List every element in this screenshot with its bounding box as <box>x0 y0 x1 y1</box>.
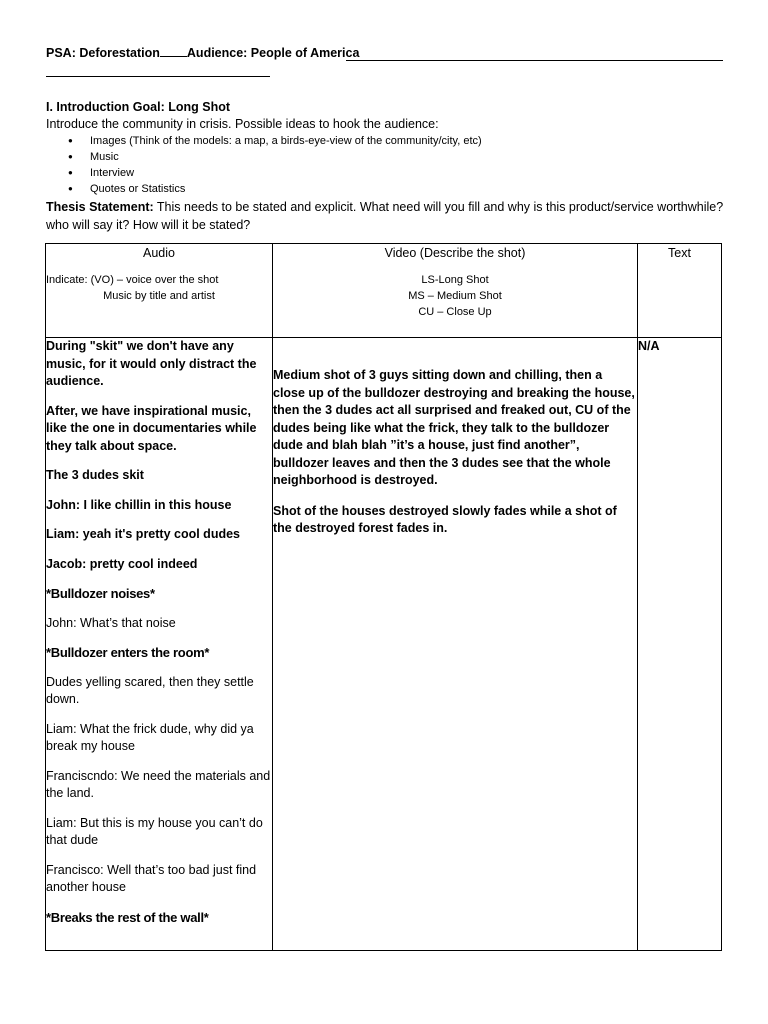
text-header: Text <box>668 246 691 260</box>
audio-line: John: What’s that noise <box>46 615 176 630</box>
audio-line: After, we have inspirational music, like the one in documentaries while they talk about space. <box>46 403 257 453</box>
text-header-cell <box>638 244 722 338</box>
video-description: Shot of the houses destroyed slowly fades while a shot of the destroyed forest fades in. <box>273 503 617 535</box>
psa-label: PSA: Deforestation <box>46 46 160 60</box>
section-heading: I. Introduction Goal: Long Shot <box>46 100 230 114</box>
text-cell <box>638 338 722 951</box>
sound-effect: *Breaks the rest of the wall* <box>46 909 209 925</box>
psa-header <box>46 46 359 60</box>
video-header-cell <box>273 244 638 338</box>
audio-music-note: Music by title and artist <box>103 290 215 302</box>
audio-header: Audio <box>143 246 175 260</box>
audio-line: Liam: yeah it's pretty cool dudes <box>46 527 240 541</box>
script-table <box>45 243 722 951</box>
shot-legend-cu: CU – Close Up <box>418 306 492 318</box>
list-item: ● Images (Think of the models: a map, a birds-eye-view of the community/city, etc) <box>90 133 736 149</box>
audio-indicate: Indicate: (VO) – voice over the shot <box>46 274 219 286</box>
sound-effect: *Bulldozer enters the room* <box>46 645 210 660</box>
list-item: ● Interview <box>90 165 736 181</box>
audience-label: Audience: People of America <box>186 46 360 60</box>
audio-line: The 3 dudes skit <box>46 468 144 482</box>
intro-prompt: Introduce the community in crisis. Possible ideas to hook the audience: <box>46 117 439 131</box>
table-header-row <box>46 244 722 338</box>
audio-line: Liam: What the frick dude, why did ya break my house <box>46 721 254 753</box>
sound-effect: *Bulldozer noises* <box>46 586 155 601</box>
hook-ideas-list <box>46 133 736 197</box>
introduction-section <box>46 98 736 234</box>
video-description: Medium shot of 3 guys sitting down and chilling, then a close up of the bulldozer destroying and breaking the house, then the 3 dudes act all surprised and freaked out, CU of the dudes being like what the frick, they talk to the bulldozer dude and blah blah ”it’s a house, just find another”, bulldozer leaves and then the 3 dudes see that the whole neighborhood is destroyed. <box>273 368 635 487</box>
audio-line: Liam: But this is my house you can’t do that dude <box>46 815 263 847</box>
audio-line: During "skit" we don't have any music, for it would only distract the audience. <box>46 339 257 388</box>
list-item: ● Quotes or Statistics <box>90 181 736 197</box>
audio-line: Jacob: pretty cool indeed <box>46 556 198 571</box>
audio-line: Dudes yelling scared, then they settle down. <box>46 674 254 706</box>
audio-cell <box>46 338 273 951</box>
text-value: N/A <box>638 339 660 353</box>
video-cell <box>273 338 638 951</box>
blank-line <box>160 46 187 57</box>
audio-line: John: I like chillin in this house <box>46 497 232 512</box>
list-item: ● Music <box>90 149 736 165</box>
shot-legend-ls: LS-Long Shot <box>421 274 489 286</box>
video-header: Video (Describe the shot) <box>384 246 526 260</box>
audio-header-cell <box>46 244 273 338</box>
audio-line: Francisco: Well that’s too bad just find another house <box>46 862 257 894</box>
thesis-label: Thesis Statement: <box>46 200 154 214</box>
audio-line: Franciscndo: We need the materials and the land. <box>46 768 271 800</box>
header-underline <box>346 60 723 61</box>
shot-legend-ms: MS – Medium Shot <box>408 290 502 302</box>
thesis-statement <box>46 198 736 234</box>
thesis-text: This needs to be stated and explicit. What need will you fill and why is this product/service worthwhile? who will say it? How will it be stated? <box>46 200 724 232</box>
header-underline-continued <box>46 76 270 77</box>
table-row <box>46 338 722 951</box>
